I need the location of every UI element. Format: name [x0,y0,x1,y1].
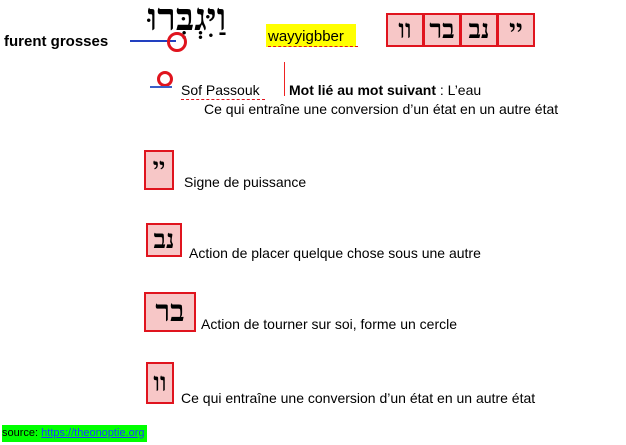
item-4-box: וו [146,362,174,404]
sof-passouk-bold: Mot lié au mot suivant [289,82,437,98]
item-2-text: Action de placer quelque chose sous une autre [189,245,481,261]
pointer-line [284,62,285,96]
item-2-box: נב [146,223,182,257]
sof-passouk-rest: : L’eau [436,82,482,98]
item-3-text: Action de tourner sur soi, forme un cercle [201,316,458,332]
transliteration: wayyigbber [268,28,344,45]
sof-passouk-line2: Ce qui entraîne une conversion d’un état en un autre état [204,101,559,117]
source-link[interactable]: https://theonoptie.org [41,427,145,439]
sof-passouk-circle [167,32,187,52]
heading-box-4: יי [497,13,535,47]
sof-passouk-underline [181,99,265,100]
item-4-text: Ce qui entraîne une conversion d’un état en un autre état [181,390,536,406]
source-bar [2,425,147,442]
hebrew-vocalized-word: וַיִּגְבְּרוּ [147,0,227,39]
item-1-box: יי [144,150,174,190]
heading-box-1: וו [386,13,424,47]
french-word: furent grosses [4,33,109,50]
sof-passouk-line1 [289,82,481,98]
heading-box-2: בר [423,13,461,47]
sof-passouk-label: Sof Passouk [181,82,260,98]
item-3-box: בר [144,292,196,332]
item-1-text: Signe de puissance [184,174,307,190]
transliteration-underline [268,46,358,47]
heading-box-3: נב [460,13,498,47]
sof-passouk-icon [157,71,173,87]
sof-passouk-icon-bar [150,86,172,88]
source-label: source: [2,427,42,439]
